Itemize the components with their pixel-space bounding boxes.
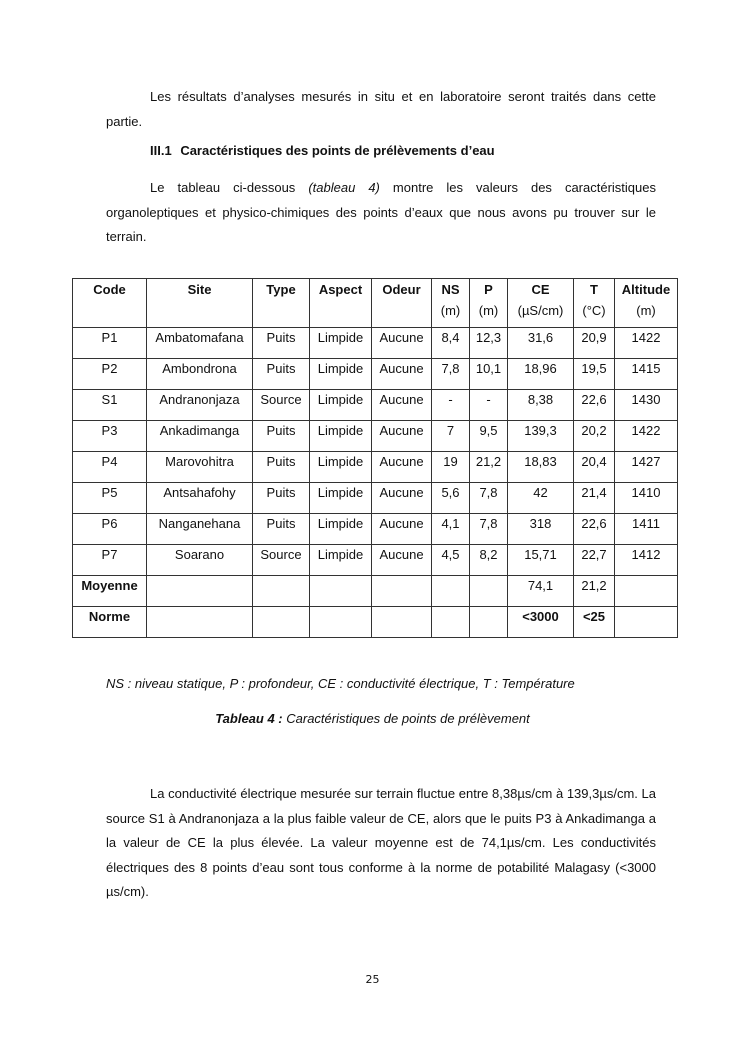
table-cell: 8,4 [432, 328, 470, 359]
caption-label: Tableau 4 : [215, 711, 283, 726]
table-cell: Limpide [310, 390, 372, 421]
norme-label: Norme [73, 607, 147, 638]
table-cell: Limpide [310, 545, 372, 576]
table-cell: P5 [73, 483, 147, 514]
table-cell: 7,8 [470, 483, 508, 514]
table-cell: 1427 [615, 452, 678, 483]
empty-cell [310, 576, 372, 607]
table-cell: - [432, 390, 470, 421]
page-number: 25 [365, 973, 380, 986]
characteristics-table [72, 278, 678, 638]
table-cell: 1430 [615, 390, 678, 421]
column-header-label: Type [266, 282, 296, 297]
table-row [73, 359, 678, 390]
empty-cell [615, 576, 678, 607]
table-cell: 318 [508, 514, 574, 545]
table-cell: Antsahafohy [147, 483, 253, 514]
table-cell: 7,8 [432, 359, 470, 390]
table-cell: 4,5 [432, 545, 470, 576]
column-header-label: P [484, 282, 493, 297]
table-caption [0, 709, 745, 729]
moyenne-row [73, 576, 678, 607]
column-header-label: Odeur [382, 282, 421, 297]
table-cell: 22,6 [574, 390, 615, 421]
table-cell: 12,3 [470, 328, 508, 359]
column-header-unit: (µS/cm) [517, 303, 564, 318]
section-number: III.1 [150, 143, 172, 158]
table-cell: Aucune [372, 514, 432, 545]
table-cell: 1415 [615, 359, 678, 390]
empty-cell [615, 607, 678, 638]
table-cell: Aucune [372, 328, 432, 359]
column-header-label: NS [441, 282, 460, 297]
table-cell: Limpide [310, 359, 372, 390]
table-cell: 22,7 [574, 545, 615, 576]
table-intro-paragraph [106, 176, 656, 250]
empty-cell [147, 576, 253, 607]
table-cell: 8,2 [470, 545, 508, 576]
table-cell: 1422 [615, 421, 678, 452]
table-body [73, 328, 678, 638]
table-cell: P2 [73, 359, 147, 390]
table-reference: (tableau 4) [308, 180, 380, 195]
table-cell: 21,2 [470, 452, 508, 483]
column-header-label: Site [187, 282, 212, 297]
column-header-label: CE [531, 282, 550, 297]
table-cell: Aucune [372, 359, 432, 390]
column-header-label: Aspect [318, 282, 363, 297]
table-cell: Aucune [372, 421, 432, 452]
column-header [372, 279, 432, 328]
table-cell: P7 [73, 545, 147, 576]
table-cell: Limpide [310, 514, 372, 545]
column-header-unit: (m) [478, 303, 499, 318]
table-cell: Puits [253, 328, 310, 359]
norme-row [73, 607, 678, 638]
table-cell: Soarano [147, 545, 253, 576]
empty-cell [253, 607, 310, 638]
table-cell: 15,71 [508, 545, 574, 576]
table-cell: S1 [73, 390, 147, 421]
empty-cell [372, 607, 432, 638]
table-cell: Andranonjaza [147, 390, 253, 421]
empty-cell [147, 607, 253, 638]
moyenne-t: 21,2 [574, 576, 615, 607]
table-cell: 21,4 [574, 483, 615, 514]
table-cell: Limpide [310, 328, 372, 359]
caption-text: Caractéristiques de points de prélèvement [282, 711, 530, 726]
table-cell: Limpide [310, 483, 372, 514]
table-cell: Puits [253, 452, 310, 483]
table-row [73, 514, 678, 545]
table-cell: P3 [73, 421, 147, 452]
moyenne-ce: 74,1 [508, 576, 574, 607]
table-cell: 4,1 [432, 514, 470, 545]
column-header-label: Altitude [621, 282, 671, 297]
table-cell: 1422 [615, 328, 678, 359]
column-header [310, 279, 372, 328]
empty-cell [253, 576, 310, 607]
table-cell: Source [253, 390, 310, 421]
table-header-row [73, 279, 678, 328]
table-cell: 20,4 [574, 452, 615, 483]
column-header [253, 279, 310, 328]
table-cell: - [470, 390, 508, 421]
empty-cell [372, 576, 432, 607]
table-cell: 20,2 [574, 421, 615, 452]
empty-cell [470, 607, 508, 638]
table-cell: P1 [73, 328, 147, 359]
table-cell: Marovohitra [147, 452, 253, 483]
table-cell: Aucune [372, 452, 432, 483]
table-row [73, 545, 678, 576]
empty-cell [470, 576, 508, 607]
table-cell: Nanganehana [147, 514, 253, 545]
table-cell: 18,83 [508, 452, 574, 483]
table-cell: 1411 [615, 514, 678, 545]
table-cell: 1412 [615, 545, 678, 576]
intro-paragraph: Les résultats d’analyses mesurés in situ et en laboratoire seront traités dans cette partie. [106, 89, 656, 129]
table-cell: Aucune [372, 483, 432, 514]
moyenne-label: Moyenne [73, 576, 147, 607]
table-cell: Puits [253, 359, 310, 390]
table-cell: 5,6 [432, 483, 470, 514]
table-cell: 1410 [615, 483, 678, 514]
table-intro-before: Le tableau ci-dessous [150, 180, 309, 195]
table-cell: 22,6 [574, 514, 615, 545]
section-title: Caractéristiques des points de prélèvements d’eau [180, 143, 495, 158]
table-cell: Aucune [372, 545, 432, 576]
table-cell: Limpide [310, 421, 372, 452]
column-header-label: T [590, 282, 598, 297]
table-row [73, 390, 678, 421]
table-legend: NS : niveau statique, P : profondeur, CE : conductivité électrique, T : Température [106, 676, 575, 691]
table-cell: Puits [253, 514, 310, 545]
column-header [508, 279, 574, 328]
table-cell: 8,38 [508, 390, 574, 421]
column-header [574, 279, 615, 328]
column-header [470, 279, 508, 328]
table-row [73, 483, 678, 514]
table-cell: Ambondrona [147, 359, 253, 390]
table-cell: 139,3 [508, 421, 574, 452]
table-cell: 20,9 [574, 328, 615, 359]
table-intro-after: montre les valeurs des caractéristiques organoleptiques et physico-chimiques des points d’eaux que nous avons pu trouver sur le terrain. [106, 180, 656, 244]
norme-ce: <3000 [508, 607, 574, 638]
table-cell: Puits [253, 421, 310, 452]
column-header-unit: (m) [636, 303, 656, 318]
table-cell: Puits [253, 483, 310, 514]
empty-cell [310, 607, 372, 638]
table-cell: 19,5 [574, 359, 615, 390]
empty-cell [432, 607, 470, 638]
column-header [73, 279, 147, 328]
table-cell: P4 [73, 452, 147, 483]
table-row [73, 328, 678, 359]
table-row [73, 421, 678, 452]
column-header-unit: (m) [440, 303, 461, 318]
table-cell: Limpide [310, 452, 372, 483]
column-header-label: Code [93, 282, 126, 297]
table-cell: 31,6 [508, 328, 574, 359]
conclusion-paragraph: La conductivité électrique mesurée sur terrain fluctue entre 8,38µs/cm à 139,3µs/cm. La source S1 à Andranonjaza a la plus faible valeur de CE, alors que le puits P3 à Ankadimanga a la valeur de CE la plus élevée. La valeur moyenne est de 74,1µs/cm. Les conductivités électriques des 8 points d’eau sont tous conforme à la norme de potabilité Malagasy (<3000 µs/cm). [106, 786, 656, 899]
table-cell: P6 [73, 514, 147, 545]
table-cell: Aucune [372, 390, 432, 421]
section-heading [150, 139, 495, 163]
table-cell: Source [253, 545, 310, 576]
table-cell: Ambatomafana [147, 328, 253, 359]
table-cell: 9,5 [470, 421, 508, 452]
column-header [432, 279, 470, 328]
table-cell: 19 [432, 452, 470, 483]
table-row [73, 452, 678, 483]
column-header-unit: (°C) [582, 303, 606, 318]
table-cell: 7 [432, 421, 470, 452]
table-cell: 7,8 [470, 514, 508, 545]
column-header [147, 279, 253, 328]
empty-cell [432, 576, 470, 607]
table-cell: 18,96 [508, 359, 574, 390]
table-cell: 42 [508, 483, 574, 514]
norme-t: <25 [574, 607, 615, 638]
table-cell: 10,1 [470, 359, 508, 390]
column-header [615, 279, 678, 328]
table-cell: Ankadimanga [147, 421, 253, 452]
